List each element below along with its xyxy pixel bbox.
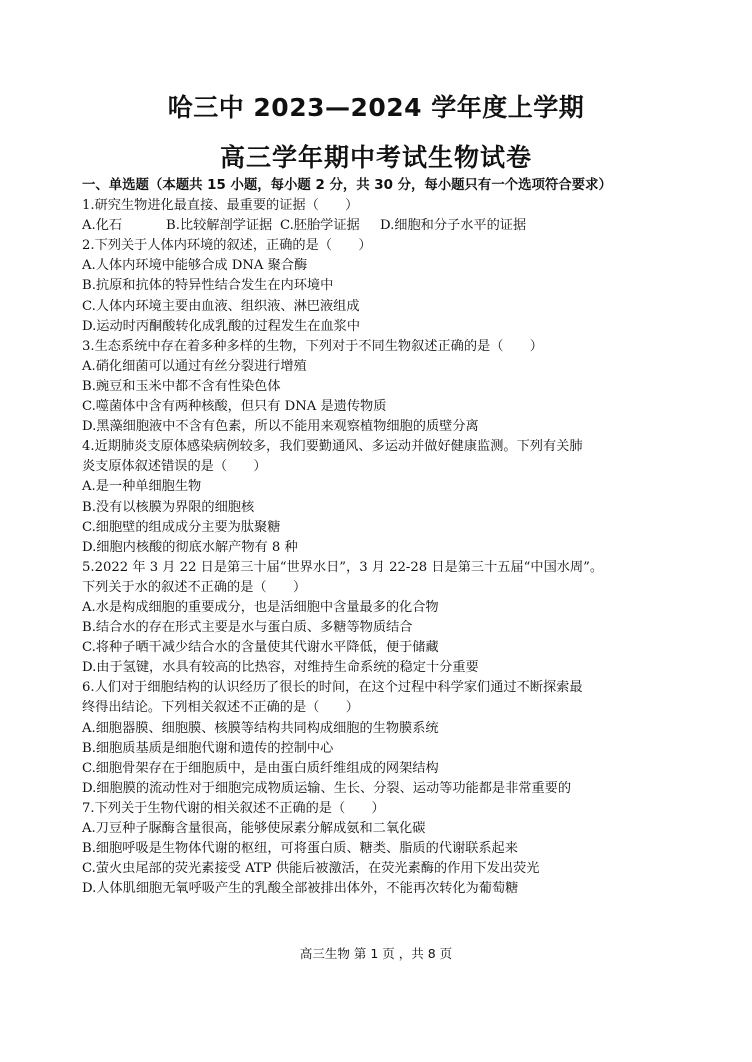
option-b: B.豌豆和玉米中都不含有性染色体 [82,378,281,394]
question-stem: 1.研究生物进化最直接、最重要的证据（ ） [82,198,359,214]
option-c: C.萤火虫尾部的荧光素接受 ATP 供能后被激活，在荧光素酶的作用下发出荧光 [82,861,540,877]
question-stem-cont: 终得出结论。下列相关叙述不正确的是（ ） [82,700,359,716]
option-a: A.刀豆种子脲酶含量很高，能够使尿素分解成氨和二氧化碳 [82,821,426,836]
inline-options [82,216,682,236]
option-c: C.将种子晒干减少结合水的含量使其代谢水平降低，便于储藏 [82,640,439,656]
option-b: B.比较解剖学证据 [166,218,273,234]
option-c: C.细胞骨架存在于细胞质中，是由蛋白质纤维组成的网架结构 [82,760,439,776]
question-stem: 5.2022 年 3 月 22 日是第三十届“世界水日”，3 月 22-28 日是第三十五届“中国水周”。 [82,559,604,575]
option-c: C.细胞壁的组成成分主要为肽聚糖 [82,519,281,535]
option-b: B.没有以核膜为界限的细胞核 [82,499,255,515]
option-d: D.细胞内核酸的彻底水解产物有 8 种 [82,539,298,555]
option-c: C.噬菌体中含有两种核酸，但只有 DNA 是遗传物质 [82,399,387,415]
question-stem: 2.下列关于人体内环境的叙述，正确的是（ ） [82,238,372,254]
option-b: B.细胞呼吸是生物体代谢的枢纽，可将蛋白质、糖类、脂质的代谢联系起来 [82,841,518,857]
question-list [82,176,682,899]
question-stem-cont: 炎支原体叙述错误的是（ ） [82,459,267,475]
section-heading: 一、单选题（本题共 15 小题，每小题 2 分，共 30 分，每小题只有一个选项符合要求） [82,178,612,193]
option-c: C.人体内环境主要由血液、组织液、淋巴液组成 [82,298,360,314]
option-a: A.人体内环境中能够合成 DNA 聚合酶 [82,258,308,274]
option-a: A.细胞器膜、细胞膜、核膜等结构共同构成细胞的生物膜系统 [82,720,439,736]
page-footer: 高三生物 第 1 页 ，共 8 页 [299,946,453,961]
option-d: D.黑藻细胞液中不含有色素，所以不能用来观察植物细胞的质壁分离 [82,419,479,435]
option-a: A.硝化细菌可以通过有丝分裂进行增殖 [82,358,307,374]
question-stem: 6.人们对于细胞结构的认识经历了很长的时间，在这个过程中科学家们通过不断探索最 [82,680,583,696]
question-stem: 3.生态系统中存在着多种多样的生物，下列对于不同生物叙述正确的是（ ） [82,338,543,354]
exam-subtitle: 高三学年期中考试生物试卷 [219,143,532,172]
option-d: D.人体肌细胞无氧呼吸产生的乳酸全部被排出体外，不能再次转化为葡萄糖 [82,881,519,897]
question-stem: 7.下列关于生物代谢的相关叙述不正确的是（ ） [82,800,385,816]
option-d: D.细胞膜的流动性对于细胞完成物质运输、生长、分裂、运动等功能都是非常重要的 [82,780,572,796]
option-d: D.由于氢键，水具有较高的比热容，对维持生命系统的稳定十分重要 [82,660,479,676]
option-a: A.水是构成细胞的重要成分，也是活细胞中含量最多的化合物 [82,599,439,615]
exam-title: 哈三中 2023—2024 学年度上学期 [167,93,585,122]
option-b: B.细胞质基质是细胞代谢和遗传的控制中心 [82,740,334,756]
option-d: D.运动时丙酮酸转化成乳酸的过程发生在血浆中 [82,318,361,334]
question-stem-cont: 下列关于水的叙述不正确的是（ ） [82,579,307,595]
option-a: A.是一种单细胞生物 [82,479,202,495]
question-stem: 4.近期肺炎支原体感染病例较多，我们要勤通风、多运动并做好健康监测。下列有关肺 [82,439,583,455]
option-a: A.化石 [82,218,123,234]
option-b: B.抗原和抗体的特异性结合发生在内环境中 [82,278,334,294]
option-b: B.结合水的存在形式主要是水与蛋白质、多糖等物质结合 [82,620,413,636]
option-c: C.胚胎学证据 [280,218,360,234]
option-d: D.细胞和分子水平的证据 [380,218,527,234]
